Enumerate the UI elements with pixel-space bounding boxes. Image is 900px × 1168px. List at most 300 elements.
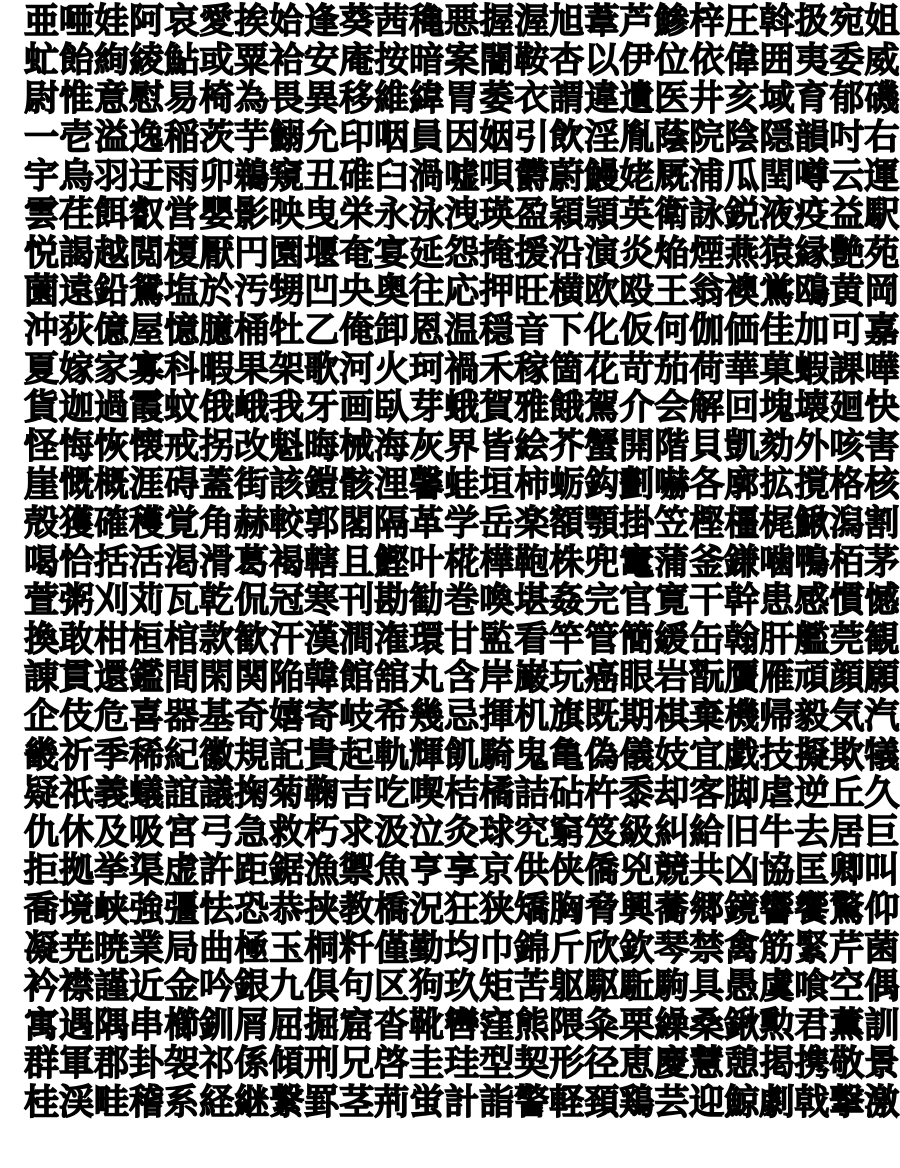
kanji-glyph: 碍 xyxy=(164,464,200,506)
kanji-glyph: 云 xyxy=(829,155,865,197)
kanji-glyph: 缶 xyxy=(689,618,725,660)
kanji-glyph: 往 xyxy=(409,271,445,313)
kanji-glyph: 還 xyxy=(94,657,130,699)
kanji-glyph: 冠 xyxy=(269,580,305,622)
kanji-glyph: 椅 xyxy=(199,78,235,120)
kanji-glyph: 井 xyxy=(689,78,725,120)
kanji-glyph: 嫁 xyxy=(59,348,95,390)
kanji-glyph: 鋸 xyxy=(269,850,305,892)
kanji-glyph: 継 xyxy=(234,1081,270,1123)
kanji-glyph: 鎌 xyxy=(724,541,760,583)
kanji-glyph: 雅 xyxy=(514,387,550,429)
kanji-glyph: 歓 xyxy=(234,618,270,660)
kanji-glyph: 眼 xyxy=(619,657,655,699)
kanji-glyph: 烏 xyxy=(59,155,95,197)
kanji-glyph: 鴛 xyxy=(129,271,165,313)
kanji-glyph: 珂 xyxy=(409,348,445,390)
kanji-glyph: 巾 xyxy=(479,927,515,969)
kanji-glyph: 或 xyxy=(199,39,235,81)
kanji-glyph: 蝦 xyxy=(794,348,830,390)
kanji-glyph: 諌 xyxy=(24,657,60,699)
kanji-glyph: 伽 xyxy=(689,310,725,352)
kanji-glyph: 菊 xyxy=(269,773,305,815)
kanji-glyph: 櫛 xyxy=(164,1004,200,1046)
kanji-glyph: 怪 xyxy=(24,425,60,467)
kanji-glyph: 安 xyxy=(304,39,340,81)
kanji-glyph: 完 xyxy=(584,580,620,622)
kanji-glyph: 汲 xyxy=(374,811,410,853)
kanji-glyph: 化 xyxy=(584,310,620,352)
kanji-glyph: 慨 xyxy=(59,464,95,506)
kanji-glyph: 猿 xyxy=(759,232,795,274)
kanji-glyph: 笈 xyxy=(584,811,620,853)
kanji-glyph: 異 xyxy=(304,78,340,120)
kanji-glyph: 斤 xyxy=(549,927,585,969)
kanji-glyph: 愚 xyxy=(724,966,760,1008)
kanji-glyph: 鞠 xyxy=(304,773,340,815)
kanji-glyph: 伊 xyxy=(619,39,655,81)
kanji-glyph: 株 xyxy=(549,541,585,583)
kanji-glyph: 芽 xyxy=(409,387,445,429)
kanji-glyph: 漢 xyxy=(304,618,340,660)
kanji-glyph: 官 xyxy=(619,580,655,622)
kanji-glyph: 機 xyxy=(724,695,760,737)
kanji-glyph: 魁 xyxy=(269,425,305,467)
kanji-glyph: 柿 xyxy=(514,464,550,506)
kanji-glyph: 椛 xyxy=(444,541,480,583)
kanji-glyph: 空 xyxy=(829,966,865,1008)
kanji-glyph: 含 xyxy=(444,657,480,699)
kanji-glyph: 奥 xyxy=(374,271,410,313)
kanji-glyph: 過 xyxy=(94,387,130,429)
kanji-glyph: 胃 xyxy=(444,78,480,120)
kanji-glyph: 茄 xyxy=(654,348,690,390)
kanji-glyph: 窟 xyxy=(339,1004,375,1046)
kanji-glyph: 級 xyxy=(619,811,655,853)
kanji-glyph: 管 xyxy=(584,618,620,660)
kanji-glyph: 鴎 xyxy=(794,271,830,313)
kanji-glyph: 堪 xyxy=(514,580,550,622)
kanji-glyph: 旺 xyxy=(514,271,550,313)
kanji-glyph: 顎 xyxy=(584,503,620,545)
kanji-glyph: 寄 xyxy=(304,695,340,737)
kanji-glyph: 赫 xyxy=(234,503,270,545)
kanji-glyph: 激 xyxy=(864,1081,900,1123)
kanji-glyph: 郷 xyxy=(689,888,725,930)
kanji-glyph: 群 xyxy=(24,1043,60,1085)
kanji-glyph: 隈 xyxy=(549,1004,585,1046)
kanji-glyph: 鞍 xyxy=(514,39,550,81)
kanji-glyph: 莞 xyxy=(829,618,865,660)
kanji-glyph: 移 xyxy=(339,78,375,120)
kanji-glyph: 盈 xyxy=(514,194,550,236)
kanji-glyph: 沖 xyxy=(24,310,60,352)
kanji-glyph: 蛙 xyxy=(444,464,480,506)
kanji-glyph: 押 xyxy=(479,271,515,313)
kanji-glyph: 弓 xyxy=(199,811,235,853)
kanji-glyph: 衣 xyxy=(514,78,550,120)
kanji-glyph: 確 xyxy=(94,503,130,545)
kanji-glyph: 厭 xyxy=(199,232,235,274)
kanji-glyph: 較 xyxy=(269,503,305,545)
kanji-glyph: 煙 xyxy=(689,232,725,274)
kanji-glyph: 仇 xyxy=(24,811,60,853)
kanji-glyph: 渥 xyxy=(514,1,550,43)
kanji-glyph: 芋 xyxy=(234,117,270,159)
kanji-glyph: 伎 xyxy=(59,695,95,737)
kanji-glyph: 餌 xyxy=(94,194,130,236)
kanji-glyph: 刈 xyxy=(94,580,130,622)
kanji-glyph: 串 xyxy=(129,1004,165,1046)
kanji-glyph: 簡 xyxy=(619,618,655,660)
kanji-glyph: 泣 xyxy=(409,811,445,853)
kanji-row xyxy=(24,78,900,120)
kanji-glyph: 果 xyxy=(234,348,270,390)
kanji-glyph: 易 xyxy=(164,78,200,120)
kanji-glyph: 款 xyxy=(199,618,235,660)
kanji-glyph: 禍 xyxy=(444,348,480,390)
kanji-glyph: 火 xyxy=(374,348,410,390)
kanji-glyph: 嘉 xyxy=(864,310,900,352)
kanji-glyph: 杏 xyxy=(549,39,585,81)
kanji-glyph: 黍 xyxy=(619,773,655,815)
kanji-glyph: 巌 xyxy=(514,657,550,699)
kanji-glyph: 可 xyxy=(829,310,865,352)
kanji-glyph: 桶 xyxy=(234,310,270,352)
kanji-glyph: 脅 xyxy=(584,888,620,930)
kanji-glyph: 揮 xyxy=(479,695,515,737)
kanji-glyph: 掲 xyxy=(759,1043,795,1085)
kanji-glyph: 喜 xyxy=(129,695,165,737)
kanji-glyph: 恵 xyxy=(619,1043,655,1085)
kanji-glyph: 甘 xyxy=(444,618,480,660)
kanji-glyph: 絵 xyxy=(514,425,550,467)
kanji-glyph: 荻 xyxy=(59,310,95,352)
kanji-glyph: 階 xyxy=(654,425,690,467)
kanji-glyph: 鯵 xyxy=(654,1,690,43)
kanji-glyph: 幹 xyxy=(724,580,760,622)
kanji-glyph: 錦 xyxy=(514,927,550,969)
kanji-glyph: 姐 xyxy=(864,1,900,43)
kanji-row xyxy=(24,966,900,1008)
kanji-glyph: 粥 xyxy=(59,580,95,622)
kanji-glyph: 驚 xyxy=(829,888,865,930)
kanji-glyph: 薗 xyxy=(24,271,60,313)
kanji-glyph: 違 xyxy=(584,78,620,120)
kanji-glyph: 珪 xyxy=(444,1043,480,1085)
kanji-glyph: 閑 xyxy=(199,657,235,699)
kanji-glyph: 詠 xyxy=(689,194,725,236)
kanji-glyph: 佳 xyxy=(759,310,795,352)
kanji-glyph: 径 xyxy=(584,1043,620,1085)
kanji-glyph: 侃 xyxy=(234,580,270,622)
kanji-glyph: 琴 xyxy=(654,927,690,969)
kanji-glyph: 顔 xyxy=(829,657,865,699)
kanji-glyph: 威 xyxy=(864,39,900,81)
kanji-glyph: 凝 xyxy=(24,927,60,969)
kanji-glyph: 緯 xyxy=(409,78,445,120)
kanji-glyph: 畦 xyxy=(94,1081,130,1123)
kanji-glyph: 袷 xyxy=(269,39,305,81)
kanji-glyph: 喫 xyxy=(409,773,445,815)
kanji-glyph: 却 xyxy=(654,773,690,815)
kanji-glyph: 寛 xyxy=(654,580,690,622)
kanji-glyph: 依 xyxy=(689,39,725,81)
kanji-glyph: 畿 xyxy=(24,734,60,776)
kanji-glyph: 啓 xyxy=(374,1043,410,1085)
kanji-glyph: 獲 xyxy=(59,503,95,545)
kanji-glyph: 芦 xyxy=(619,1,655,43)
kanji-glyph: 位 xyxy=(654,39,690,81)
kanji-glyph: 記 xyxy=(269,734,305,776)
kanji-glyph: 億 xyxy=(94,310,130,352)
kanji-glyph: 禦 xyxy=(339,850,375,892)
kanji-glyph: 吃 xyxy=(374,773,410,815)
kanji-glyph: 廓 xyxy=(724,464,760,506)
kanji-glyph: 曳 xyxy=(304,194,340,236)
kanji-glyph: 慶 xyxy=(654,1043,690,1085)
kanji-glyph: 閏 xyxy=(759,155,795,197)
kanji-glyph: 換 xyxy=(24,618,60,660)
kanji-glyph: 矯 xyxy=(514,888,550,930)
kanji-glyph: 及 xyxy=(94,811,130,853)
kanji-glyph: 甥 xyxy=(269,271,305,313)
kanji-glyph: 敢 xyxy=(59,618,95,660)
kanji-glyph: 鮎 xyxy=(164,39,200,81)
kanji-glyph: 園 xyxy=(269,232,305,274)
kanji-glyph: 貝 xyxy=(689,425,725,467)
kanji-glyph: 筋 xyxy=(759,927,795,969)
kanji-glyph: 訓 xyxy=(864,1004,900,1046)
kanji-glyph: 霞 xyxy=(129,387,165,429)
kanji-glyph: 鋭 xyxy=(724,194,760,236)
kanji-glyph: 経 xyxy=(199,1081,235,1123)
kanji-glyph: 圭 xyxy=(409,1043,445,1085)
kanji-glyph: 究 xyxy=(514,811,550,853)
kanji-glyph: 悦 xyxy=(24,232,60,274)
kanji-glyph: 期 xyxy=(619,695,655,737)
kanji-glyph: 鰯 xyxy=(269,117,305,159)
kanji-glyph: 興 xyxy=(619,888,655,930)
kanji-glyph: 蛍 xyxy=(409,1081,445,1123)
kanji-glyph: 吟 xyxy=(199,966,235,1008)
kanji-glyph: 吉 xyxy=(339,773,375,815)
kanji-row xyxy=(24,657,900,699)
kanji-glyph: 懐 xyxy=(129,425,165,467)
kanji-glyph: 輝 xyxy=(409,734,445,776)
kanji-glyph: 按 xyxy=(374,39,410,81)
kanji-glyph: 球 xyxy=(479,811,515,853)
kanji-glyph: 欝 xyxy=(514,155,550,197)
kanji-glyph: 銀 xyxy=(234,966,270,1008)
kanji-glyph: 宜 xyxy=(689,734,725,776)
kanji-glyph: 遠 xyxy=(59,271,95,313)
kanji-glyph: 衿 xyxy=(24,966,60,1008)
kanji-glyph: 憾 xyxy=(864,580,900,622)
kanji-glyph: 急 xyxy=(234,811,270,853)
kanji-glyph: 運 xyxy=(864,155,900,197)
kanji-glyph: 享 xyxy=(444,850,480,892)
kanji-glyph: 教 xyxy=(339,888,375,930)
kanji-glyph: 翁 xyxy=(689,271,725,313)
kanji-glyph: 亥 xyxy=(724,78,760,120)
kanji-glyph: 玖 xyxy=(444,966,480,1008)
kanji-glyph: 穫 xyxy=(129,503,165,545)
kanji-glyph: 俺 xyxy=(339,310,375,352)
kanji-glyph: 覚 xyxy=(164,503,200,545)
kanji-glyph: 牛 xyxy=(759,811,795,853)
kanji-glyph: 音 xyxy=(514,310,550,352)
kanji-glyph: 謁 xyxy=(59,232,95,274)
kanji-glyph: 鴬 xyxy=(759,271,795,313)
kanji-glyph: 駒 xyxy=(654,966,690,1008)
kanji-glyph: 苅 xyxy=(129,580,165,622)
kanji-glyph: 拒 xyxy=(24,850,60,892)
kanji-glyph: 敬 xyxy=(829,1043,865,1085)
kanji-glyph: 犠 xyxy=(864,734,900,776)
kanji-glyph: 臼 xyxy=(374,155,410,197)
kanji-glyph: 骸 xyxy=(339,464,375,506)
kanji-glyph: 縁 xyxy=(794,232,830,274)
kanji-glyph: 危 xyxy=(94,695,130,737)
kanji-glyph: 岐 xyxy=(339,695,375,737)
kanji-glyph: 拐 xyxy=(199,425,235,467)
kanji-glyph: 九 xyxy=(269,966,305,1008)
kanji-glyph: 架 xyxy=(269,348,305,390)
kanji-glyph: 角 xyxy=(199,503,235,545)
kanji-glyph: 京 xyxy=(479,850,515,892)
kanji-glyph: 溢 xyxy=(94,117,130,159)
kanji-glyph: 越 xyxy=(94,232,130,274)
kanji-glyph: 橘 xyxy=(479,773,515,815)
kanji-glyph: 窺 xyxy=(269,155,305,197)
kanji-glyph: 陥 xyxy=(269,657,305,699)
kanji-glyph: 襟 xyxy=(59,966,95,1008)
kanji-glyph: 撹 xyxy=(794,464,830,506)
kanji-glyph: 唄 xyxy=(479,155,515,197)
kanji-glyph: 狂 xyxy=(444,888,480,930)
kanji-glyph: 給 xyxy=(689,811,725,853)
kanji-glyph: 粁 xyxy=(339,927,375,969)
kanji-glyph: 飢 xyxy=(444,734,480,776)
kanji-glyph: 局 xyxy=(164,927,200,969)
kanji-glyph: 糾 xyxy=(654,811,690,853)
kanji-glyph: 逆 xyxy=(794,773,830,815)
kanji-glyph: 宴 xyxy=(374,232,410,274)
kanji-glyph: 丸 xyxy=(409,657,445,699)
kanji-glyph: 鏡 xyxy=(724,888,760,930)
kanji-glyph: 感 xyxy=(794,580,830,622)
kanji-glyph: 餓 xyxy=(549,387,585,429)
kanji-glyph: 叫 xyxy=(864,850,900,892)
kanji-glyph: 鍬 xyxy=(724,1004,760,1046)
kanji-glyph: 芥 xyxy=(549,425,585,467)
kanji-glyph: 釜 xyxy=(689,541,725,583)
kanji-glyph: 休 xyxy=(59,811,95,853)
kanji-glyph: 恢 xyxy=(94,425,130,467)
kanji-glyph: 燕 xyxy=(724,232,760,274)
kanji-glyph: 掛 xyxy=(619,503,655,545)
kanji-row xyxy=(24,773,900,815)
kanji-glyph: 憶 xyxy=(164,310,200,352)
kanji-row xyxy=(24,1081,900,1123)
kanji-glyph: 漁 xyxy=(304,850,340,892)
kanji-glyph: 洩 xyxy=(444,194,480,236)
kanji-glyph: 橋 xyxy=(374,888,410,930)
kanji-glyph: 罫 xyxy=(304,1081,340,1123)
kanji-glyph: 畏 xyxy=(269,78,305,120)
kanji-glyph: 汗 xyxy=(269,618,305,660)
kanji-row xyxy=(24,888,900,930)
kanji-glyph: 供 xyxy=(514,850,550,892)
kanji-glyph: 乙 xyxy=(304,310,340,352)
kanji-glyph: 印 xyxy=(339,117,375,159)
kanji-glyph: 嬉 xyxy=(269,695,305,737)
kanji-glyph: 芹 xyxy=(829,927,865,969)
kanji-glyph: 閣 xyxy=(339,503,375,545)
kanji-glyph: 姻 xyxy=(479,117,515,159)
kanji-glyph: 堰 xyxy=(304,232,340,274)
kanji-glyph: 胤 xyxy=(619,117,655,159)
kanji-glyph: 惟 xyxy=(59,78,95,120)
kanji-glyph: 我 xyxy=(269,387,305,429)
kanji-glyph: 勲 xyxy=(759,1004,795,1046)
kanji-glyph: 彊 xyxy=(164,888,200,930)
kanji-row xyxy=(24,1043,900,1085)
kanji-glyph: 瓜 xyxy=(724,155,760,197)
kanji-glyph: 院 xyxy=(689,117,725,159)
kanji-glyph: 叶 xyxy=(409,541,445,583)
kanji-glyph: 狗 xyxy=(409,966,445,1008)
kanji-glyph: 梓 xyxy=(689,1,725,43)
kanji-glyph: 横 xyxy=(549,271,585,313)
kanji-glyph: 右 xyxy=(864,117,900,159)
kanji-glyph: 謂 xyxy=(549,78,585,120)
kanji-glyph: 嚇 xyxy=(654,464,690,506)
kanji-glyph: 郡 xyxy=(94,1043,130,1085)
kanji-row xyxy=(24,1004,900,1046)
kanji-glyph: 恭 xyxy=(269,888,305,930)
kanji-glyph: 丑 xyxy=(304,155,340,197)
kanji-glyph: 褐 xyxy=(269,541,305,583)
kanji-glyph: 革 xyxy=(409,503,445,545)
kanji-glyph: 哀 xyxy=(164,1,200,43)
kanji-glyph: 貴 xyxy=(304,734,340,776)
kanji-glyph: 渇 xyxy=(164,541,200,583)
kanji-glyph: 旧 xyxy=(724,811,760,853)
kanji-glyph: 苦 xyxy=(514,966,550,1008)
kanji-glyph: 偽 xyxy=(584,734,620,776)
kanji-glyph: 概 xyxy=(94,464,130,506)
kanji-glyph: 浦 xyxy=(689,155,725,197)
kanji-glyph: 忌 xyxy=(444,695,480,737)
kanji-glyph: 葦 xyxy=(584,1,620,43)
kanji-glyph: 岩 xyxy=(654,657,690,699)
kanji-glyph: 祁 xyxy=(199,1043,235,1085)
kanji-glyph: 偉 xyxy=(724,39,760,81)
kanji-glyph: 勤 xyxy=(409,927,445,969)
kanji-glyph: 扱 xyxy=(794,1,830,43)
kanji-glyph: 蛎 xyxy=(549,464,585,506)
kanji-glyph: 活 xyxy=(129,541,165,583)
kanji-glyph: 仰 xyxy=(864,888,900,930)
kanji-glyph: 艶 xyxy=(829,232,865,274)
kanji-glyph: 隔 xyxy=(374,503,410,545)
kanji-row xyxy=(24,618,900,660)
kanji-glyph: 嘘 xyxy=(444,155,480,197)
kanji-glyph: 刊 xyxy=(339,580,375,622)
kanji-glyph: 係 xyxy=(234,1043,270,1085)
